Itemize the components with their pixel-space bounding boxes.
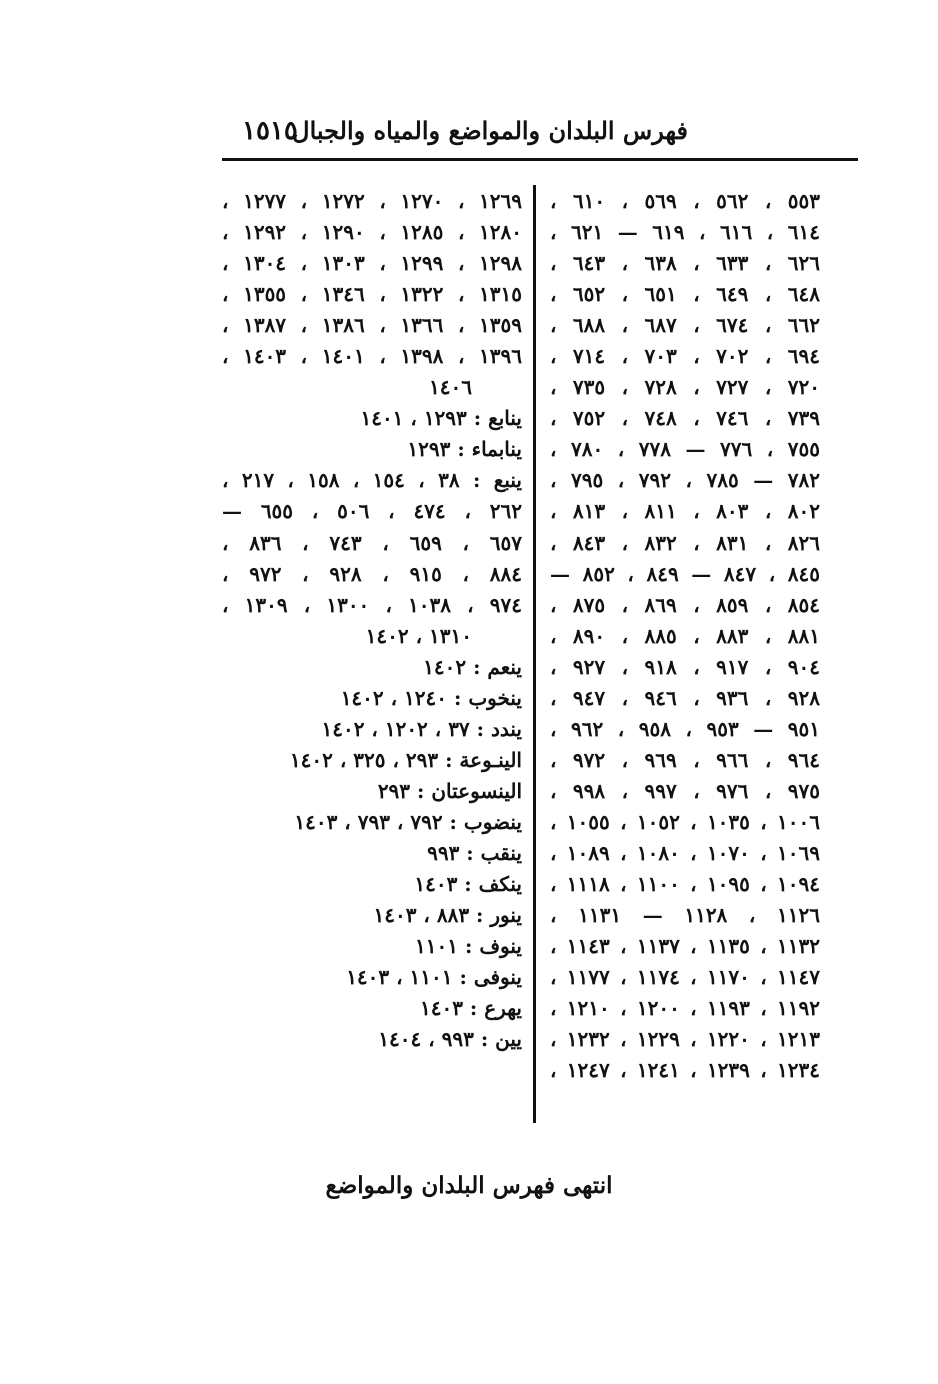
index-line: ١٢٣٤ ، ١٢٣٩ ، ١٢٤١ ، ١٢٤٧ ، [550, 1058, 820, 1083]
index-line: ١٣١٠ ، ١٤٠٢ [365, 623, 472, 648]
index-entry: ينقب : ٩٩٣ [427, 840, 522, 865]
column-divider [533, 185, 536, 1123]
index-line: ١٣٩٦ ، ١٣٩٨ ، ١٤٠١ ، ١٤٠٣ ، [222, 344, 522, 369]
index-line: ١١٢٦ ، ١١٢٨ — ١١٣١ ، [550, 903, 820, 928]
index-line: ٩٥١ — ٩٥٣ ، ٩٥٨ ، ٩٦٢ ، [550, 716, 820, 741]
index-line: ٧٨٢ — ٧٨٥ ، ٧٩٢ ، ٧٩٥ ، [550, 468, 820, 493]
index-line: ٦٩٤ ، ٧٠٢ ، ٧٠٣ ، ٧١٤ ، [550, 344, 820, 369]
index-line: ٨٥٤ ، ٨٥٩ ، ٨٦٩ ، ٨٧٥ ، [550, 592, 820, 617]
index-line: ١١٤٧ ، ١١٧٠ ، ١١٧٤ ، ١١٧٧ ، [550, 965, 820, 990]
index-entry: ينكف : ١٤٠٣ [414, 872, 522, 897]
header-rule [222, 158, 858, 161]
index-line: ٨٨٤ ، ٩١٥ ، ٩٢٨ ، ٩٧٢ ، [222, 561, 522, 586]
index-line: ٦١٤ ، ٦١٦ ، ٦١٩ — ٦٢١ ، [550, 220, 820, 245]
index-line: ٧٥٥ ، ٧٧٦ — ٧٧٨ ، ٧٨٠ ، [550, 437, 820, 462]
index-entry: ينخوب : ١٢٤٠ ، ١٤٠٢ [340, 685, 522, 710]
index-line: ١١٣٢ ، ١١٣٥ ، ١١٣٧ ، ١١٤٣ ، [550, 934, 820, 959]
index-line: ١٠٠٦ ، ١٠٣٥ ، ١٠٥٢ ، ١٠٥٥ ، [550, 809, 820, 834]
index-entry: ينبع : ٣٨ ، ١٥٤ ، ١٥٨ ، ٢١٧ ، [222, 468, 522, 493]
index-line: ١٢٨٠ ، ١٢٨٥ ، ١٢٩٠ ، ١٢٩٢ ، [222, 220, 522, 245]
index-line: ٨٢٦ ، ٨٣١ ، ٨٣٢ ، ٨٤٣ ، [550, 530, 820, 555]
index-line: ١٤٠٦ [429, 375, 472, 400]
index-line: ٨٤٥ ، ٨٤٧ — ٨٤٩ ، ٨٥٢ — [550, 561, 820, 586]
right-index-column [550, 186, 820, 1086]
index-entry: يهرع : ١٤٠٣ [419, 996, 522, 1021]
index-line: ٩٧٤ ، ١٠٣٨ ، ١٣٠٠ ، ١٣٠٩ ، [222, 592, 522, 617]
index-line: ٩٦٤ ، ٩٦٦ ، ٩٦٩ ، ٩٧٢ ، [550, 747, 820, 772]
index-entry: ينعم : ١٤٠٢ [423, 654, 522, 679]
index-line: ٧٣٩ ، ٧٤٦ ، ٧٤٨ ، ٧٥٢ ، [550, 406, 820, 431]
index-line: ٩٧٥ ، ٩٧٦ ، ٩٩٧ ، ٩٩٨ ، [550, 778, 820, 803]
index-line: ٢٦٢ ، ٤٧٤ ، ٥٠٦ ، ٦٥٥ — [222, 499, 522, 524]
index-entry: الينـوعة : ٢٩٣ ، ٣٢٥ ، ١٤٠٢ [289, 747, 522, 772]
index-line: ١١٩٢ ، ١١٩٣ ، ١٢٠٠ ، ١٢١٠ ، [550, 996, 820, 1021]
index-entry: الينسوعتان : ٢٩٣ [377, 778, 522, 803]
index-entry: ينور : ٨٨٣ ، ١٤٠٣ [373, 903, 522, 928]
index-entry: ينوفى : ١١٠١ ، ١٤٠٣ [346, 965, 522, 990]
index-entry: ينضوب : ٧٩٢ ، ٧٩٣ ، ١٤٠٣ [294, 809, 522, 834]
index-line: ٨٠٢ ، ٨٠٣ ، ٨١١ ، ٨١٣ ، [550, 499, 820, 524]
index-entry: يندد : ٣٧ ، ١٢٠٢ ، ١٤٠٢ [321, 716, 522, 741]
index-line: ٩٠٤ ، ٩١٧ ، ٩١٨ ، ٩٢٧ ، [550, 654, 820, 679]
index-line: ٥٥٣ ، ٥٦٢ ، ٥٦٩ ، ٦١٠ ، [550, 189, 820, 213]
index-line: ٩٢٨ ، ٩٣٦ ، ٩٤٦ ، ٩٤٧ ، [550, 685, 820, 710]
index-line: ٦٢٦ ، ٦٣٣ ، ٦٣٨ ، ٦٤٣ ، [550, 251, 820, 276]
index-line: ١٣١٥ ، ١٣٢٢ ، ١٣٤٦ ، ١٣٥٥ ، [222, 282, 522, 307]
index-line: ٦٤٨ ، ٦٤٩ ، ٦٥١ ، ٦٥٢ ، [550, 282, 820, 307]
page-number: ١٥١٥ [242, 116, 298, 146]
index-entry: ينابماء : ١٢٩٣ [407, 437, 522, 462]
page-header [222, 112, 858, 156]
end-of-index-note: انتهى فهرس البلدان والمواضع [325, 1172, 613, 1199]
index-line: ١٢٦٩ ، ١٢٧٠ ، ١٢٧٢ ، ١٢٧٧ ، [222, 189, 522, 213]
index-line: ٦٦٢ ، ٦٧٤ ، ٦٨٧ ، ٦٨٨ ، [550, 313, 820, 338]
index-line: ٦٥٧ ، ٦٥٩ ، ٧٤٣ ، ٨٣٦ ، [222, 530, 522, 555]
index-entry: يين : ٩٩٣ ، ١٤٠٤ [378, 1027, 522, 1052]
index-line: ٧٢٠ ، ٧٢٧ ، ٧٢٨ ، ٧٣٥ ، [550, 375, 820, 400]
index-line: ١٢١٣ ، ١٢٢٠ ، ١٢٢٩ ، ١٢٣٢ ، [550, 1027, 820, 1052]
index-line: ١٠٩٤ ، ١٠٩٥ ، ١١٠٠ ، ١١١٨ ، [550, 872, 820, 897]
index-line: ١٠٦٩ ، ١٠٧٠ ، ١٠٨٠ ، ١٠٨٩ ، [550, 840, 820, 865]
index-line: ٨٨١ ، ٨٨٣ ، ٨٨٥ ، ٨٩٠ ، [550, 623, 820, 648]
index-line: ١٢٩٨ ، ١٢٩٩ ، ١٣٠٣ ، ١٣٠٤ ، [222, 251, 522, 276]
index-entry: ينوف : ١١٠١ [415, 934, 522, 959]
running-title: فهرس البلدان والمواضع والمياه والجبال [292, 116, 688, 145]
left-index-column [222, 186, 522, 1055]
index-entry: ينابع : ١٢٩٣ ، ١٤٠١ [360, 406, 522, 431]
index-line: ١٣٥٩ ، ١٣٦٦ ، ١٣٨٦ ، ١٣٨٧ ، [222, 313, 522, 338]
